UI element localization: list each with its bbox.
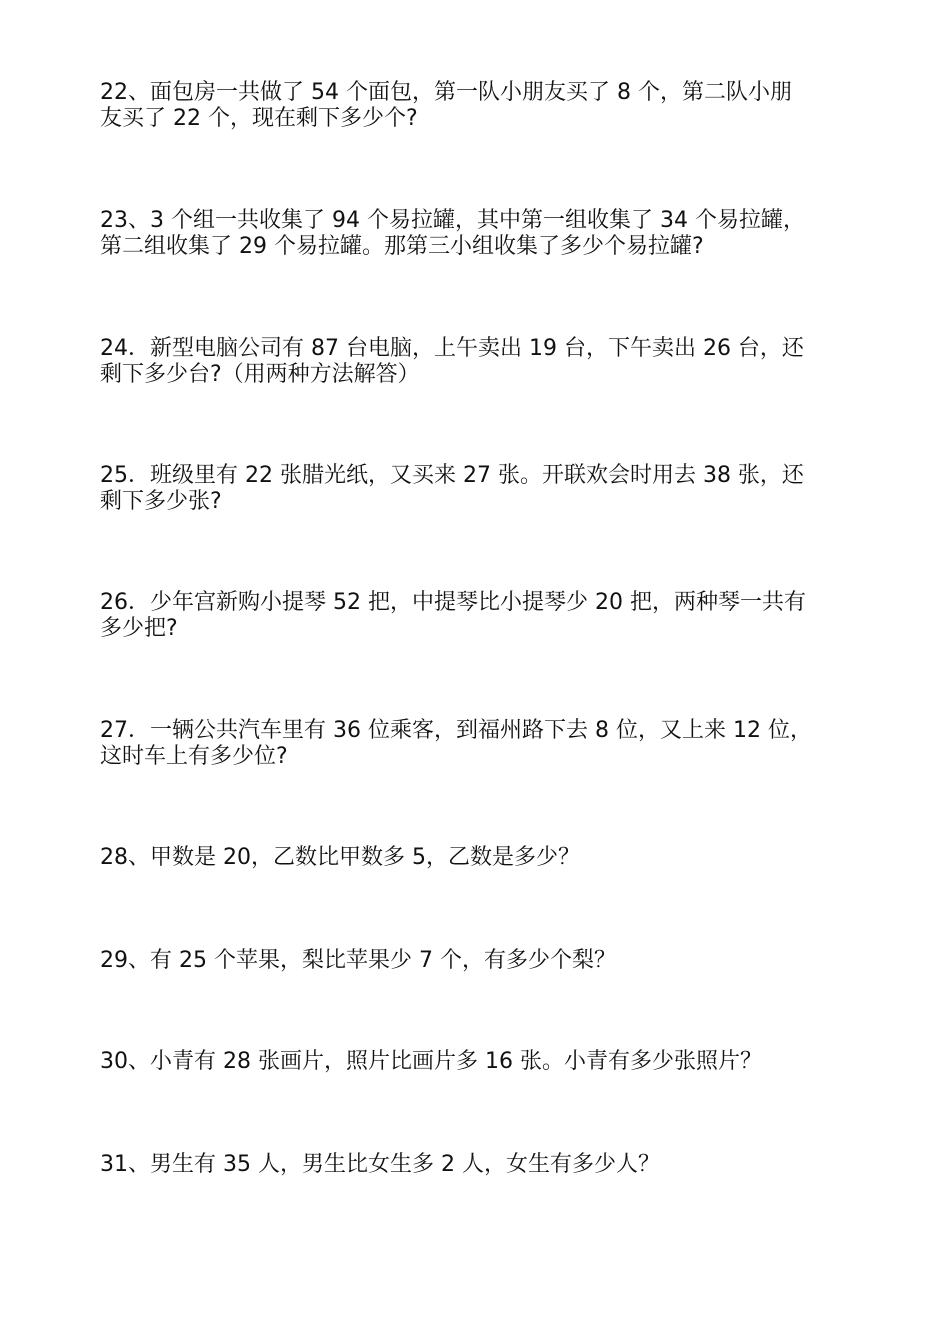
problem-30-line-1: 30、小青有 28 张画片，照片比画片多 16 张。小青有多少张照片？ bbox=[100, 1049, 762, 1074]
problem-22-line-1: 22、面包房一共做了 54 个面包，第一队小朋友买了 8 个，第二队小朋 bbox=[100, 80, 792, 105]
problem-24 bbox=[100, 336, 860, 388]
problem-25 bbox=[100, 463, 860, 515]
problem-22 bbox=[100, 80, 860, 132]
problem-30 bbox=[100, 1049, 860, 1075]
problem-29 bbox=[100, 948, 860, 974]
problem-23 bbox=[100, 208, 860, 260]
problem-22-line-2: 友买了 22 个，现在剩下多少个? bbox=[100, 106, 418, 131]
problem-23-line-1: 23、3 个组一共收集了 94 个易拉罐，其中第一组收集了 34 个易拉罐， bbox=[100, 208, 805, 233]
problem-31-line-1: 31、男生有 35 人，男生比女生多 2 人，女生有多少人？ bbox=[100, 1152, 660, 1177]
problem-31 bbox=[100, 1152, 860, 1178]
problem-28-line-1: 28、甲数是 20，乙数比甲数多 5，乙数是多少？ bbox=[100, 845, 580, 870]
problem-26 bbox=[100, 590, 860, 642]
problem-25-line-1: 25．班级里有 22 张腊光纸，又买来 27 张。开联欢会时用去 38 张，还 bbox=[100, 463, 804, 488]
problem-26-line-1: 26．少年宫新购小提琴 52 把，中提琴比小提琴少 20 把，两种琴一共有 bbox=[100, 590, 806, 615]
problem-25-line-2: 剩下多少张? bbox=[100, 489, 222, 514]
problem-29-line-1: 29、有 25 个苹果，梨比苹果少 7 个，有多少个梨？ bbox=[100, 948, 616, 973]
problem-24-line-1: 24．新型电脑公司有 87 台电脑，上午卖出 19 台，下午卖出 26 台，还 bbox=[100, 336, 804, 361]
problem-27-line-2: 这时车上有多少位? bbox=[100, 744, 288, 769]
problem-23-line-2: 第二组收集了 29 个易拉罐。那第三小组收集了多少个易拉罐? bbox=[100, 234, 704, 259]
problem-28 bbox=[100, 845, 860, 871]
problem-27-line-1: 27．一辆公共汽车里有 36 位乘客，到福州路下去 8 位，又上来 12 位， bbox=[100, 718, 812, 743]
problem-24-line-2: 剩下多少台?（用两种方法解答） bbox=[100, 362, 420, 387]
problem-27 bbox=[100, 718, 860, 770]
problem-26-line-2: 多少把? bbox=[100, 616, 178, 641]
